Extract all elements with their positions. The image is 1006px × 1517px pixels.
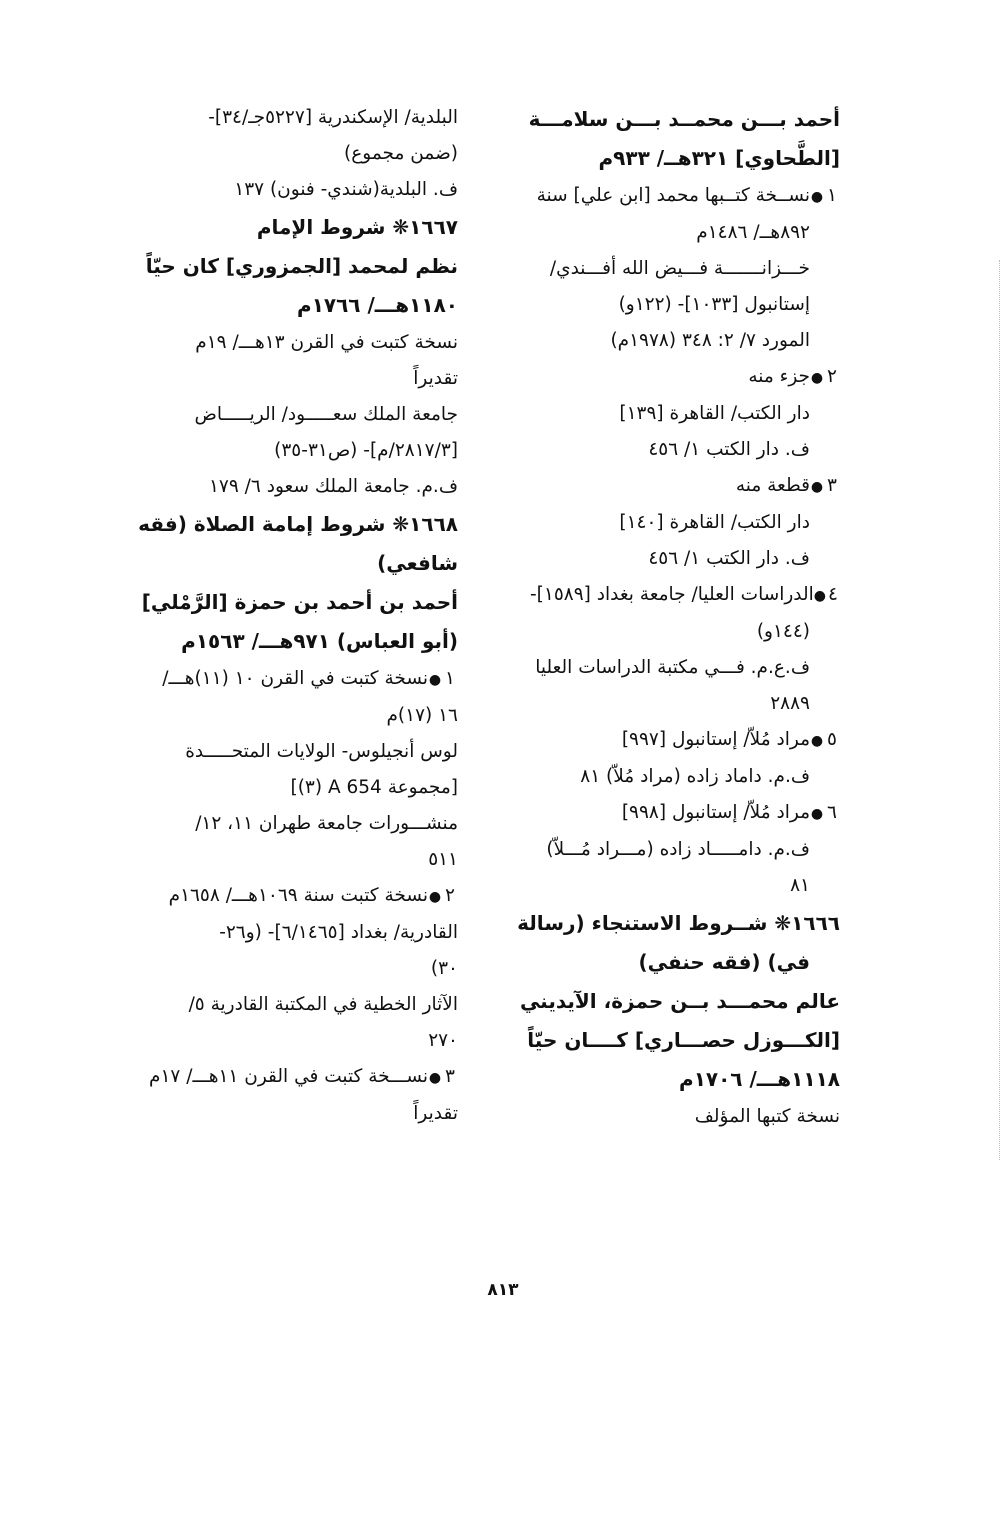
text-line: ف.م. داماد زاده (مراد مُلاّ) ٨١	[580, 766, 810, 787]
text-line: منشـــورات جامعة طهران ١١، ١٢/	[195, 813, 458, 834]
entry-heading: نظم لمحمد [الجمزوري] كان حيّاً	[145, 254, 458, 278]
text-line: ٨٩٢هــ/ ١٤٨٦م	[696, 222, 810, 243]
text-line: ف.م. دامـــــاد زاده (مـــراد مُـــلاّ)	[546, 839, 810, 860]
text-line: ف. دار الكتب ١/ ٤٥٦	[648, 439, 810, 460]
right-column	[517, 100, 840, 1135]
entry-heading: ١٦٦٦❋ شــروط الاستنجاء (رسالة	[517, 911, 840, 935]
list-item	[148, 1059, 458, 1096]
left-column	[138, 100, 458, 1132]
bullet-icon: ●	[428, 889, 442, 905]
item-text: مراد مُلاّ/ إستانبول [٩٩٨]	[621, 802, 810, 823]
item-text: مراد مُلاّ/ إستانبول [٩٩٧]	[621, 729, 810, 750]
text-line: ف. البلدية(شندي- فنون) ١٣٧	[234, 179, 458, 200]
entry-heading: ١٦٦٧❋ شروط الإمام	[256, 215, 458, 239]
text-line: (١٤٤و)	[756, 621, 810, 642]
text-line: ١٦ (١٧)م	[386, 705, 458, 726]
item-number: ٥	[827, 729, 837, 750]
text-line: ف. دار الكتب ١/ ٤٥٦	[648, 548, 810, 569]
text-line: تقديراً	[413, 368, 458, 389]
entry-heading: أحمد بن أحمد بن حمزة [الرَّمْلي]	[141, 590, 458, 614]
text-line: نسخة كتبت في القرن ١٣هـــ/ ١٩م	[195, 332, 458, 353]
bullet-icon: ●	[428, 672, 442, 688]
list-item	[148, 661, 458, 698]
text-line: ٨١	[790, 875, 810, 896]
text-line: جامعة الملك سعـــــود/ الريـــــاض	[194, 404, 458, 425]
item-number: ٣	[445, 1066, 455, 1087]
item-text: نســـخة كتبت في القرن ١١هـــ/ ١٧م	[149, 1066, 428, 1087]
bullet-icon: ●	[428, 1070, 442, 1086]
text-line: دار الكتب/ القاهرة [١٣٩]	[619, 403, 810, 424]
entry-heading: [الكـــوزل حصـــاري] كــــان حيّاً	[527, 1028, 840, 1052]
text-line: (ضمن مجموع)	[344, 143, 458, 164]
bullet-icon: ●	[810, 479, 824, 495]
item-text: نســخة كتــبها محمد [ابن علي] سنة	[536, 185, 810, 206]
page-number: ٨١٣	[487, 1280, 519, 1300]
bullet-icon: ●	[810, 806, 824, 822]
entry-heading: (أبو العباس) ٩٧١هـــ/ ١٥٦٣م	[181, 629, 458, 653]
text-line: ٣٠)	[430, 958, 458, 979]
list-item	[530, 795, 840, 832]
entry-heading: عالم محمـــد بــن حمزة، الآيديني	[519, 989, 840, 1013]
list-item	[530, 577, 840, 614]
entry-heading: ١١١٨هـــ/ ١٧٠٦م	[679, 1067, 840, 1091]
text-line: [مجموعة A 654 (٣)]	[290, 777, 458, 798]
list-item	[530, 722, 840, 759]
entry-heading: أحمد بـــن محمــد بـــن سلامـــة	[528, 107, 840, 131]
text-line: ٢٧٠	[428, 1030, 458, 1051]
text-line: إستانبول [١٠٣٣]- (١٢٢و)	[618, 294, 810, 315]
text-line: البلدية/ الإسكندرية [٥٢٢٧جـ/٣٤]-	[208, 107, 458, 128]
item-number: ٣	[827, 475, 837, 496]
text-line: نسخة كتبها المؤلف	[694, 1106, 840, 1127]
text-line: ف.ع.م. فـــي مكتبة الدراسات العليا	[535, 657, 810, 678]
bullet-icon: ●	[810, 733, 824, 749]
text-line: المورد ٧/ ٢: ٣٤٨ (١٩٧٨م)	[610, 330, 810, 351]
list-item	[530, 359, 840, 396]
text-line: خـــزانـــــــة فـــيض الله أفـــندي/	[549, 258, 810, 279]
list-item	[530, 468, 840, 505]
entry-heading: في) (فقه حنفي)	[638, 950, 810, 974]
item-text: قطعة منه	[735, 475, 810, 496]
scan-edge	[999, 260, 1006, 1160]
text-line: [٢٨١٧/٣/م]- (ص٣١-٣٥)	[274, 440, 458, 461]
text-line: لوس أنجيلوس- الولايات المتحـــــدة	[185, 741, 458, 762]
text-line: الآثار الخطية في المكتبة القادرية ٥/	[188, 994, 458, 1015]
item-text: نسخة كتبت سنة ١٠٦٩هـــ/ ١٦٥٨م	[168, 885, 428, 906]
text-line: القادرية/ بغداد [٦/١٤٦٥]- (و٢٦-	[219, 922, 458, 943]
text-line: دار الكتب/ القاهرة [١٤٠]	[619, 512, 810, 533]
item-text: الدراسات العليا/ جامعة بغداد [١٥٨٩]-	[530, 584, 814, 605]
bullet-icon: ●	[810, 370, 824, 386]
list-item	[530, 178, 840, 215]
bullet-icon: ●	[813, 588, 826, 604]
entry-heading: [الطَّحاوي] ٣٢١هــ/ ٩٣٣م	[598, 146, 840, 170]
entry-heading: ١١٨٠هـــ/ ١٧٦٦م	[297, 293, 458, 317]
text-line: ٥١١	[428, 849, 458, 870]
text-line: ٢٨٨٩	[770, 693, 810, 714]
item-text: جزء منه	[748, 366, 810, 387]
item-number: ٢	[445, 885, 455, 906]
bullet-icon: ●	[810, 189, 824, 205]
text-line: ف.م. جامعة الملك سعود ٦/ ١٧٩	[208, 476, 458, 497]
item-text: نسخة كتبت في القرن ١٠ (١١)هـــ/	[162, 668, 428, 689]
text-line: تقديراً	[413, 1103, 458, 1124]
item-number: ١	[827, 185, 837, 206]
item-number: ٦	[827, 802, 837, 823]
item-number: ٢	[827, 366, 837, 387]
list-item	[148, 878, 458, 915]
entry-heading: شافعي)	[377, 551, 458, 575]
item-number: ١	[445, 668, 455, 689]
item-number: ٤	[828, 584, 838, 605]
entry-heading: ١٦٦٨❋ شروط إمامة الصلاة (فقه	[138, 512, 458, 536]
